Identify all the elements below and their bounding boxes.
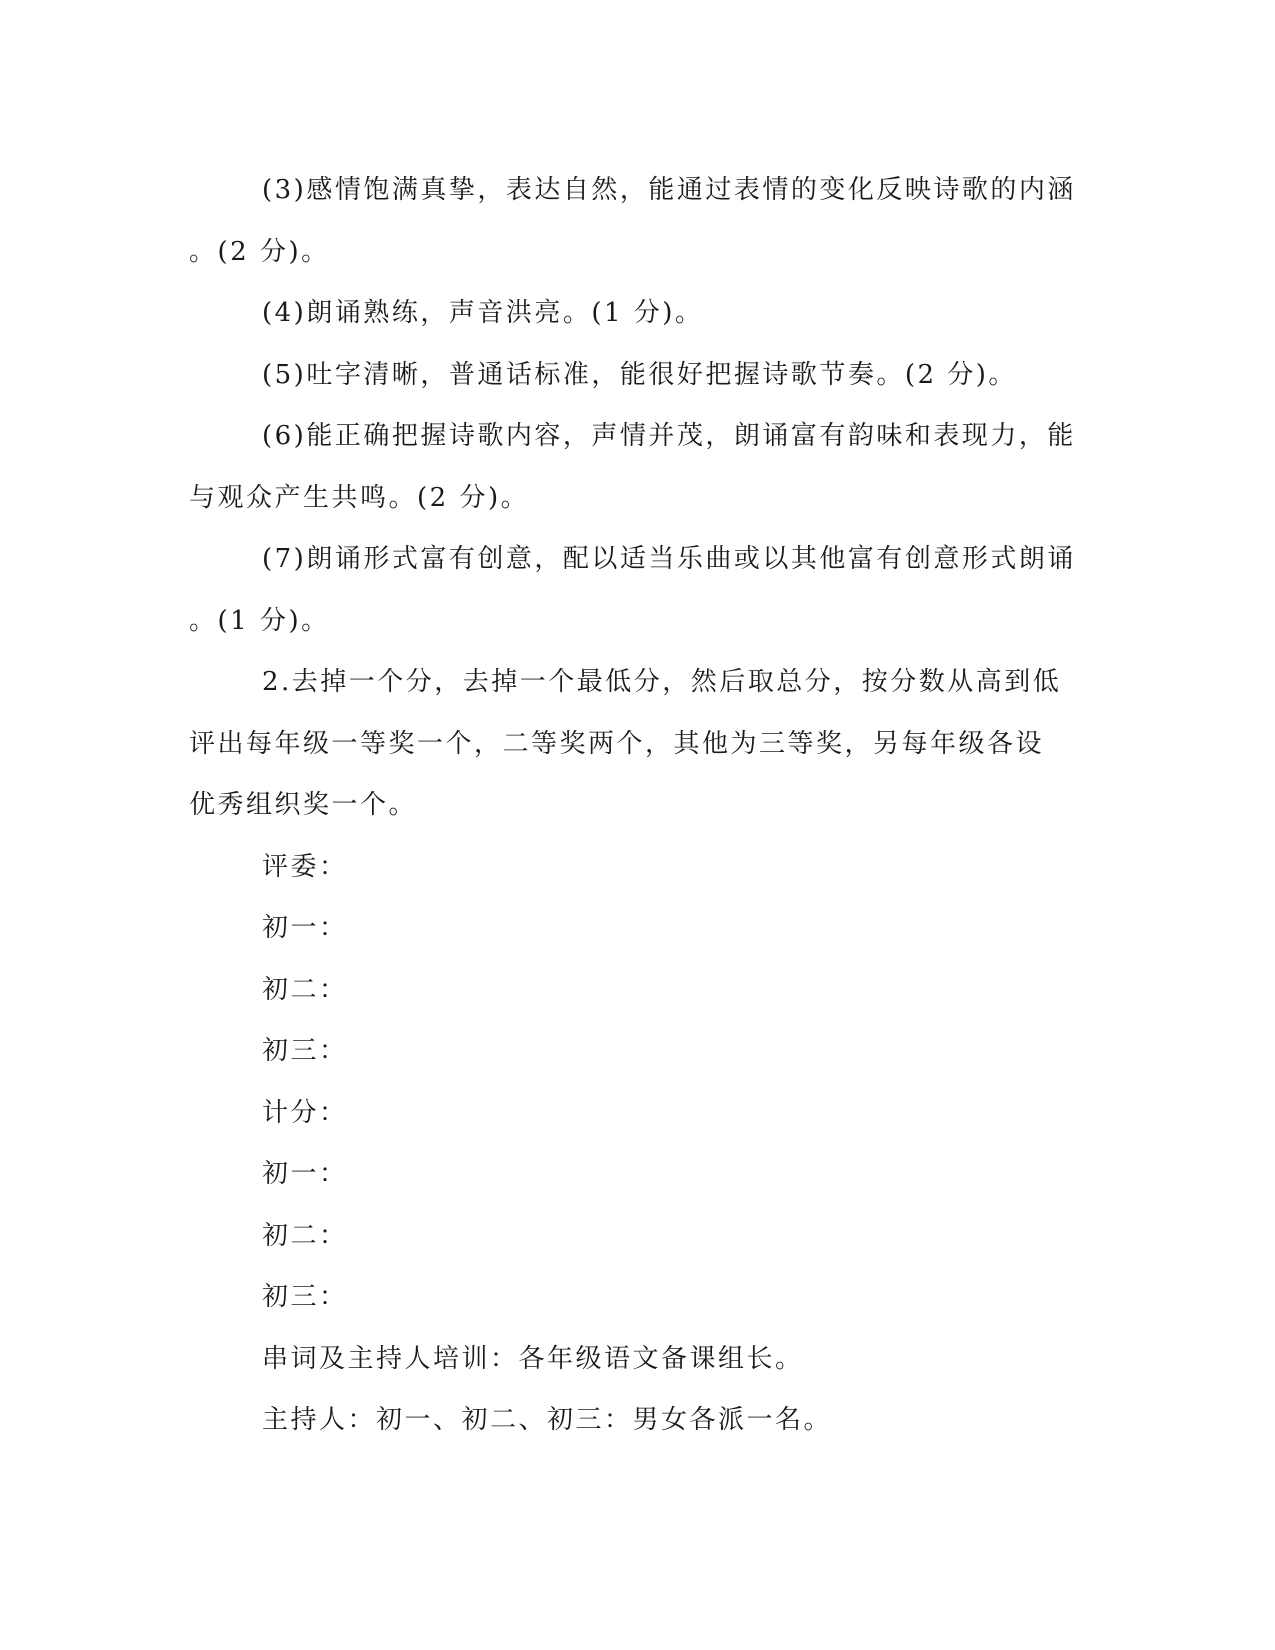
text-line: (3)感情饱满真挚，表达自然，能通过表情的变化反映诗歌的内涵 [262,175,1076,205]
text-line: 与观众产生共鸣。(2 分)。 [189,482,530,513]
judges-grade-2: 初二： [262,974,348,1005]
text-line: (6)能正确把握诗歌内容，声情并茂，朗诵富有韵味和表现力，能 [262,421,1076,451]
criterion-5-paragraph: (5)吐字清晰，普通话标准，能很好把握诗歌节奏。(2 分)。 [262,359,1017,390]
criterion-6-paragraph [189,406,1079,529]
scoring-rule-paragraph [189,652,1079,837]
scorers-grade-3: 初三： [262,1282,348,1312]
judges-grade-3: 初三： [262,1036,348,1066]
scorers-heading: 计分： [262,1097,348,1128]
scorers-grade-1: 初一： [262,1159,348,1189]
text-line: 2.去掉一个分，去掉一个最低分，然后取总分，按分数从高到低 [262,667,1062,697]
scorers-grade-2: 初二： [262,1220,348,1251]
text-line: 优秀组织奖一个。 [189,790,418,820]
criterion-3-paragraph [189,160,1079,283]
hosts-paragraph: 主持人：初一、初二、初三：男女各派一名。 [262,1405,833,1435]
judges-heading: 评委： [262,851,348,882]
host-training-paragraph: 串词及主持人培训：各年级语文备课组长。 [262,1343,804,1374]
text-line: (7)朗诵形式富有创意，配以适当乐曲或以其他富有创意形式朗诵 [262,544,1076,574]
criterion-4-paragraph: (4)朗诵熟练，声音洪亮。(1 分)。 [262,298,704,328]
judges-grade-1: 初一： [262,913,348,943]
document-body [189,160,1079,1452]
text-line: 。(2 分)。 [189,236,330,267]
criterion-7-paragraph [189,529,1079,652]
text-line: 。(1 分)。 [189,605,330,636]
text-line: 评出每年级一等奖一个，二等奖两个，其他为三等奖，另每年级各设 [189,728,1045,759]
